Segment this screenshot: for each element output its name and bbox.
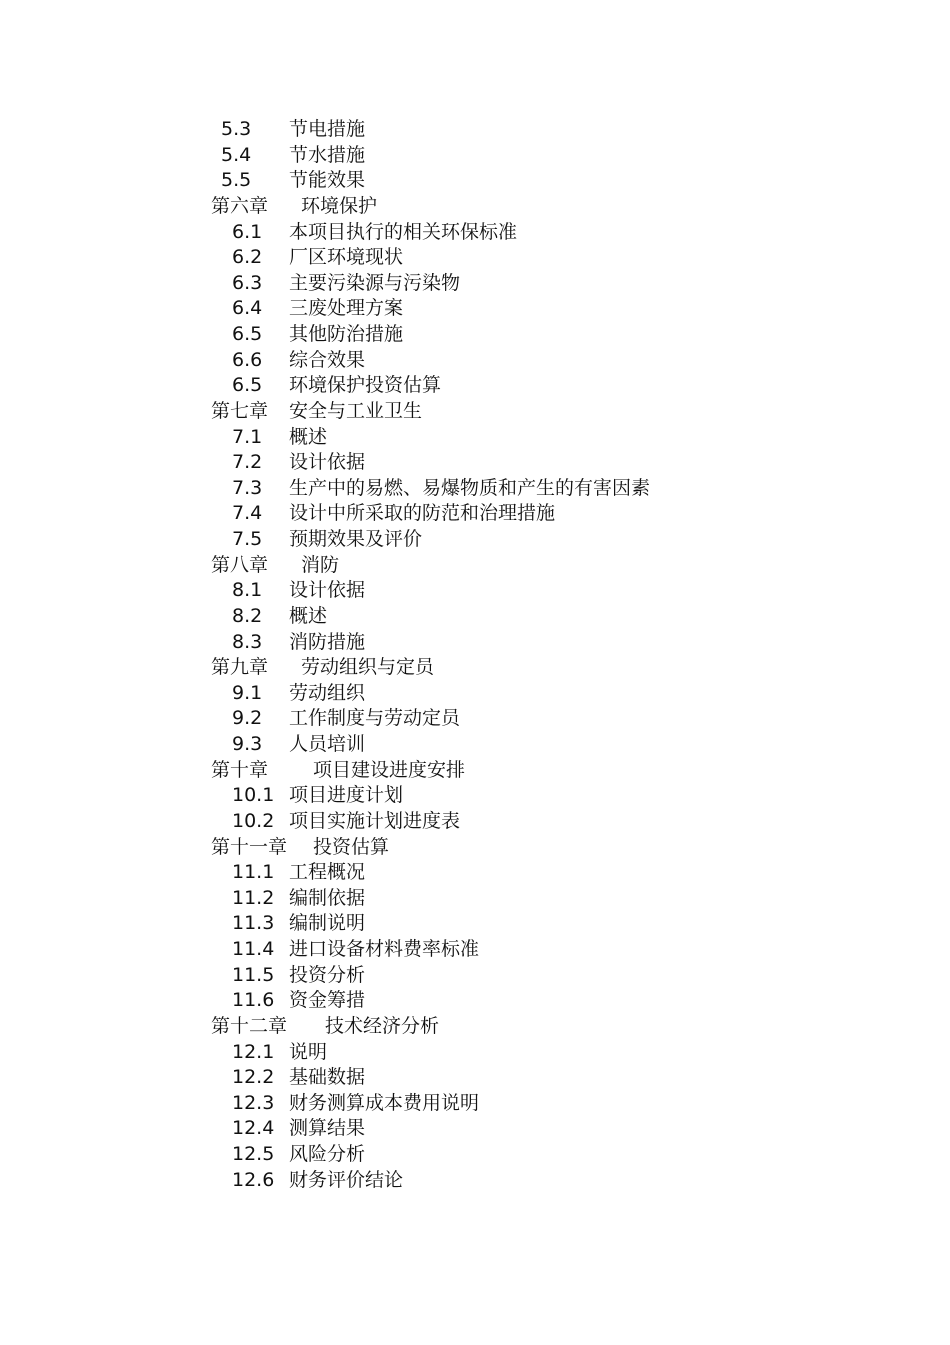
section-title: 生产中的易燃、易爆物质和产生的有害因素 xyxy=(289,476,651,499)
section-number: 5.4 xyxy=(221,143,252,166)
section-title: 工作制度与劳动定员 xyxy=(289,707,461,730)
toc-section xyxy=(0,425,950,451)
toc-section xyxy=(0,911,950,937)
chapter-title: 安全与工业卫生 xyxy=(289,399,423,422)
section-title: 基础数据 xyxy=(289,1066,366,1089)
toc-chapter xyxy=(0,399,950,425)
section-number: 8.1 xyxy=(232,579,263,602)
table-of-contents xyxy=(0,117,950,1193)
toc-section xyxy=(0,117,950,143)
section-number: 12.4 xyxy=(232,1117,275,1140)
section-title: 其他防治措施 xyxy=(289,323,404,345)
section-title: 预期效果及评价 xyxy=(289,528,423,550)
toc-section xyxy=(0,1116,950,1142)
section-title: 工程概况 xyxy=(289,861,366,884)
section-number: 12.3 xyxy=(232,1091,275,1114)
section-number: 7.5 xyxy=(232,528,263,550)
section-number: 9.1 xyxy=(232,681,263,704)
chapter-title: 技术经济分析 xyxy=(325,1014,440,1037)
toc-section xyxy=(0,860,950,886)
chapter-title: 投资估算 xyxy=(313,835,390,858)
toc-section xyxy=(0,783,950,809)
toc-chapter xyxy=(0,655,950,681)
section-number: 7.2 xyxy=(232,451,263,474)
section-number: 11.6 xyxy=(232,989,275,1012)
toc-chapter xyxy=(0,835,950,861)
section-number: 5.3 xyxy=(221,118,252,140)
section-title: 设计中所采取的防范和治理措施 xyxy=(289,502,556,525)
section-title: 概述 xyxy=(289,604,328,627)
section-number: 6.3 xyxy=(232,271,263,294)
toc-chapter xyxy=(0,194,950,220)
section-number: 8.3 xyxy=(232,630,263,653)
section-number: 12.1 xyxy=(232,1040,275,1063)
section-title: 财务测算成本费用说明 xyxy=(289,1091,480,1114)
section-title: 人员培训 xyxy=(289,733,366,755)
toc-chapter xyxy=(0,553,950,579)
section-number: 11.4 xyxy=(232,938,275,960)
toc-section xyxy=(0,578,950,604)
section-title: 环境保护投资估算 xyxy=(289,374,442,397)
section-title: 编制依据 xyxy=(289,886,366,909)
section-number: 8.2 xyxy=(232,604,263,627)
section-number: 11.2 xyxy=(232,886,275,909)
section-number: 12.5 xyxy=(232,1143,275,1165)
toc-section xyxy=(0,450,950,476)
toc-section xyxy=(0,630,950,656)
section-number: 7.4 xyxy=(232,502,263,525)
section-number: 10.1 xyxy=(232,784,275,807)
section-number: 11.5 xyxy=(232,963,275,986)
section-title: 投资分析 xyxy=(289,963,366,986)
toc-section xyxy=(0,1168,950,1194)
section-number: 10.2 xyxy=(232,809,275,832)
section-number: 6.4 xyxy=(232,297,263,320)
section-title: 编制说明 xyxy=(289,912,366,935)
chapter-number: 第十一章 xyxy=(211,835,288,858)
section-title: 厂区环境现状 xyxy=(289,246,404,269)
section-title: 进口设备材料费率标准 xyxy=(289,938,480,960)
section-title: 节水措施 xyxy=(289,143,366,166)
toc-section xyxy=(0,604,950,630)
chapter-title: 劳动组织与定员 xyxy=(301,656,435,679)
section-number: 6.1 xyxy=(232,220,263,243)
toc-section xyxy=(0,988,950,1014)
toc-section xyxy=(0,681,950,707)
toc-section xyxy=(0,271,950,297)
toc-section xyxy=(0,527,950,553)
toc-chapter xyxy=(0,758,950,784)
toc-section xyxy=(0,143,950,169)
toc-section xyxy=(0,732,950,758)
toc-section xyxy=(0,322,950,348)
chapter-title: 项目建设进度安排 xyxy=(313,758,466,781)
section-number: 5.5 xyxy=(221,169,252,192)
toc-section xyxy=(0,1142,950,1168)
toc-section xyxy=(0,168,950,194)
section-number: 6.6 xyxy=(232,348,263,371)
toc-section xyxy=(0,476,950,502)
toc-section xyxy=(0,220,950,246)
toc-section xyxy=(0,501,950,527)
section-title: 节能效果 xyxy=(289,169,366,192)
section-title: 节电措施 xyxy=(289,118,366,140)
section-title: 项目进度计划 xyxy=(289,784,404,807)
section-title: 概述 xyxy=(289,425,328,448)
chapter-title: 环境保护 xyxy=(301,194,378,217)
chapter-title: 消防 xyxy=(301,553,340,576)
section-title: 风险分析 xyxy=(289,1143,366,1165)
section-title: 资金筹措 xyxy=(289,989,366,1012)
section-title: 说明 xyxy=(289,1040,328,1063)
toc-section xyxy=(0,373,950,399)
section-title: 消防措施 xyxy=(289,630,366,653)
toc-section xyxy=(0,245,950,271)
toc-section xyxy=(0,1040,950,1066)
toc-section xyxy=(0,348,950,374)
section-number: 11.1 xyxy=(232,861,275,884)
section-number: 11.3 xyxy=(232,912,275,935)
chapter-number: 第十二章 xyxy=(211,1014,288,1037)
section-title: 设计依据 xyxy=(289,579,366,602)
section-title: 三废处理方案 xyxy=(289,297,404,320)
section-number: 12.6 xyxy=(232,1168,275,1191)
section-title: 综合效果 xyxy=(289,348,366,371)
toc-section xyxy=(0,886,950,912)
section-title: 本项目执行的相关环保标准 xyxy=(289,220,518,243)
toc-section xyxy=(0,706,950,732)
section-title: 劳动组织 xyxy=(289,681,366,704)
chapter-number: 第九章 xyxy=(211,656,269,679)
section-number: 6.5 xyxy=(232,323,263,345)
section-title: 主要污染源与污染物 xyxy=(289,271,461,294)
section-number: 7.3 xyxy=(232,476,263,499)
section-title: 测算结果 xyxy=(289,1117,366,1140)
section-number: 9.3 xyxy=(232,733,263,755)
section-title: 项目实施计划进度表 xyxy=(289,809,461,832)
chapter-number: 第八章 xyxy=(211,553,269,576)
section-number: 12.2 xyxy=(232,1066,275,1089)
toc-section xyxy=(0,1091,950,1117)
section-title: 设计依据 xyxy=(289,451,366,474)
toc-section xyxy=(0,963,950,989)
toc-section xyxy=(0,937,950,963)
toc-section xyxy=(0,809,950,835)
chapter-number: 第十章 xyxy=(211,758,269,781)
section-number: 6.5 xyxy=(232,374,263,397)
section-number: 6.2 xyxy=(232,246,263,269)
toc-section xyxy=(0,1065,950,1091)
chapter-number: 第六章 xyxy=(211,194,269,217)
toc-section xyxy=(0,296,950,322)
section-number: 7.1 xyxy=(232,425,263,448)
chapter-number: 第七章 xyxy=(211,399,269,422)
section-number: 9.2 xyxy=(232,707,263,730)
toc-chapter xyxy=(0,1014,950,1040)
section-title: 财务评价结论 xyxy=(289,1168,404,1191)
